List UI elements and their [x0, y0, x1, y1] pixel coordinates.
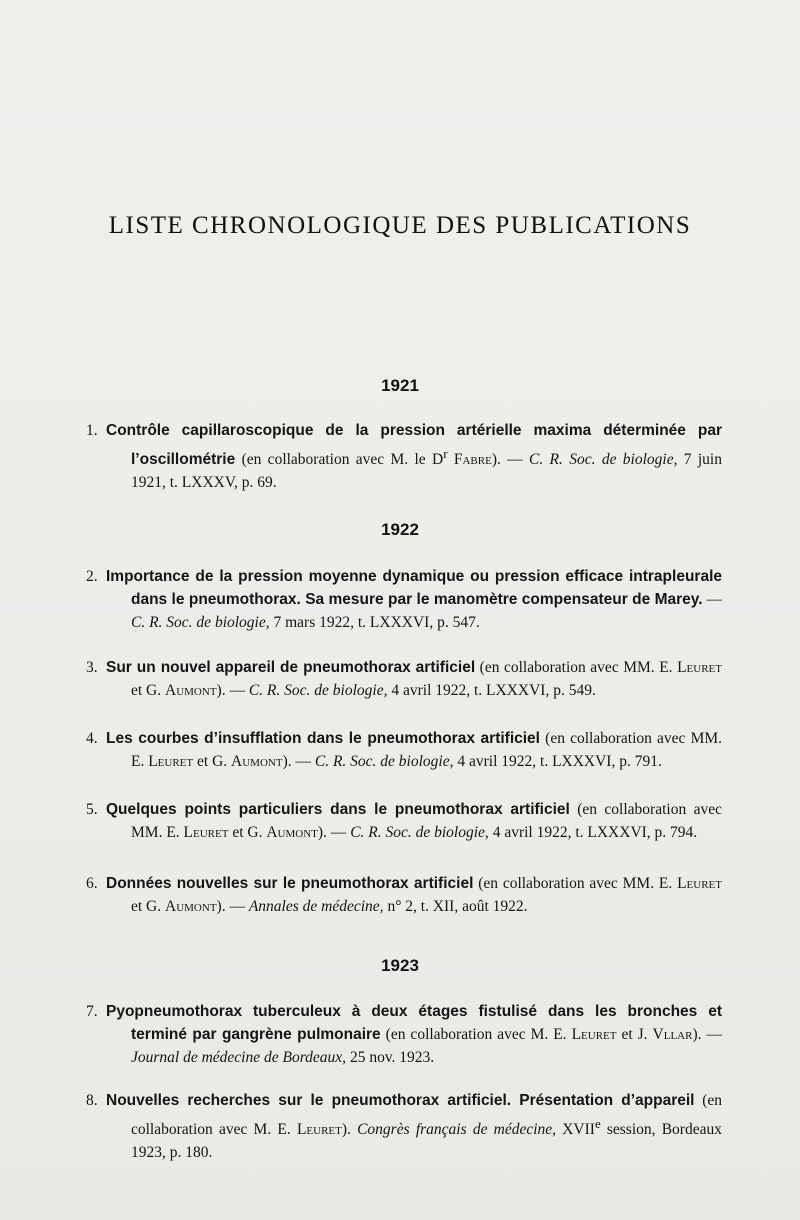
entry-number: 7.: [86, 1003, 98, 1020]
journal-name: C. R. Soc. de biologie,: [350, 824, 489, 841]
journal-name: C. R. Soc. de biologie,: [131, 614, 270, 631]
entry-number: 1.: [86, 422, 98, 439]
journal-name: Congrès français de médecine,: [357, 1121, 557, 1139]
publication-entry-2: 2. Importance de la pression moyenne dynamique ou pression efficace intrapleurale dans le pneumothorax. Sa mesure par le manomètre compensateur de Marey. — C. R. Soc. de biologie, 7 mars 1922, t. LXXXVI, p. 547.: [86, 565, 722, 634]
journal-name: C. R. Soc. de biologie,: [529, 451, 678, 469]
entry-number: 6.: [86, 875, 98, 892]
entry-title: Quelques points particuliers dans le pneumothorax artificiel: [106, 801, 570, 818]
entry-title: Nouvelles recherches sur le pneumothorax artificiel. Présentation d’appareil: [106, 1092, 695, 1109]
year-heading-1923: 1923: [381, 956, 419, 975]
entry-reference: 25 nov. 1923.: [346, 1049, 435, 1066]
publication-entry-5: 5. Quelques points particuliers dans le pneumothorax artificiel (en collaboration avec MM. E. Leuret et G. Aumont). — C. R. Soc. de biologie, 4 avril 1922, t. LXXXVI, p. 794.: [86, 798, 722, 844]
journal-name: Journal de médecine de Bordeaux,: [131, 1049, 347, 1066]
publication-entry-6: 6. Données nouvelles sur le pneumothorax artificiel (en collaboration avec MM. E. Leuret et G. Aumont). — Annales de médecine, n° 2, t. XII, août 1922.: [86, 872, 722, 918]
journal-name: C. R. Soc. de biologie,: [314, 753, 454, 770]
year-heading-1922: 1922: [381, 520, 419, 539]
entry-number: 2.: [86, 568, 98, 585]
entry-title: Contrôle capillaroscopique de la pression artérielle maxima déterminée par l’oscillométrie: [106, 422, 722, 469]
entry-reference: 7 mars 1922, t. LXXXVI, p. 547.: [269, 614, 480, 631]
publication-entry-3: 3. Sur un nouvel appareil de pneumothorax artificiel (en collaboration avec MM. E. Leuret et G. Aumont). — C. R. Soc. de biologie, 4 avril 1922, t. LXXXVI, p. 549.: [86, 656, 722, 702]
page-title: LISTE CHRONOLOGIQUE DES PUBLICATIONS: [108, 212, 692, 239]
entry-number: 8.: [86, 1092, 98, 1109]
entry-title: Données nouvelles sur le pneumothorax artificiel: [106, 875, 474, 892]
publication-entry-7: 7. Pyopneumothorax tuberculeux à deux étages fistulisé dans les bronches et terminé par gangrène pulmonaire (en collaboration avec M. E. Leuret et J. Vllar). — Journal de médecine de Bordeaux, 25 nov. 1923.: [86, 1000, 722, 1069]
publication-entry-4: 4. Les courbes d’insufflation dans le pneumothorax artificiel (en collaboration avec MM. E. Leuret et G. Aumont). — C. R. Soc. de biologie, 4 avril 1922, t. LXXXVI, p. 791.: [86, 727, 722, 773]
entry-number: 3.: [86, 659, 98, 676]
entry-reference: n° 2, t. XII, août 1922.: [383, 898, 528, 915]
publication-entry-1: 1. Contrôle capillaroscopique de la pression artérielle maxima déterminée par l’oscillométrie (en collaboration avec M. le $D^r$ Fabre). — C. R. Soc. de biologie, 7 juin 1921, t. LXXXV, p. 69.: [86, 419, 722, 494]
journal-name: C. R. Soc. de biologie,: [248, 682, 388, 699]
publication-entry-8: 8. Nouvelles recherches sur le pneumothorax artificiel. Présentation d’appareil (en collaboration avec M. E. Leuret). Congrès français de médecine, XVIIe session, Bordeaux 1923, p. 180.: [86, 1089, 722, 1164]
entry-title: Sur un nouvel appareil de pneumothorax artificiel: [106, 659, 476, 676]
entry-title: Importance de la pression moyenne dynamique ou pression efficace intrapleurale dans le pneumothorax. Sa mesure par le manomètre compensateur de Marey.: [106, 568, 722, 608]
entry-reference: 4 avril 1922, t. LXXXVI, p. 794.: [488, 824, 698, 841]
entry-reference: 7 juin 1921, t. LXXXV, p. 69.: [131, 451, 722, 492]
entry-reference: 4 avril 1922, t. LXXXVI, p. 791.: [453, 753, 662, 770]
journal-name: Annales de médecine,: [248, 898, 384, 915]
entry-title: Pyopneumothorax tuberculeux à deux étages fistulisé dans les bronches et terminé par gangrène pulmonaire: [106, 1003, 722, 1043]
entry-title: Les courbes d’insufflation dans le pneumothorax artificiel: [106, 730, 540, 747]
entry-number: 5.: [86, 801, 98, 818]
entry-number: 4.: [86, 730, 98, 747]
entry-reference: 4 avril 1922, t. LXXXVI, p. 549.: [387, 682, 596, 699]
year-heading-1921: 1921: [381, 376, 419, 395]
